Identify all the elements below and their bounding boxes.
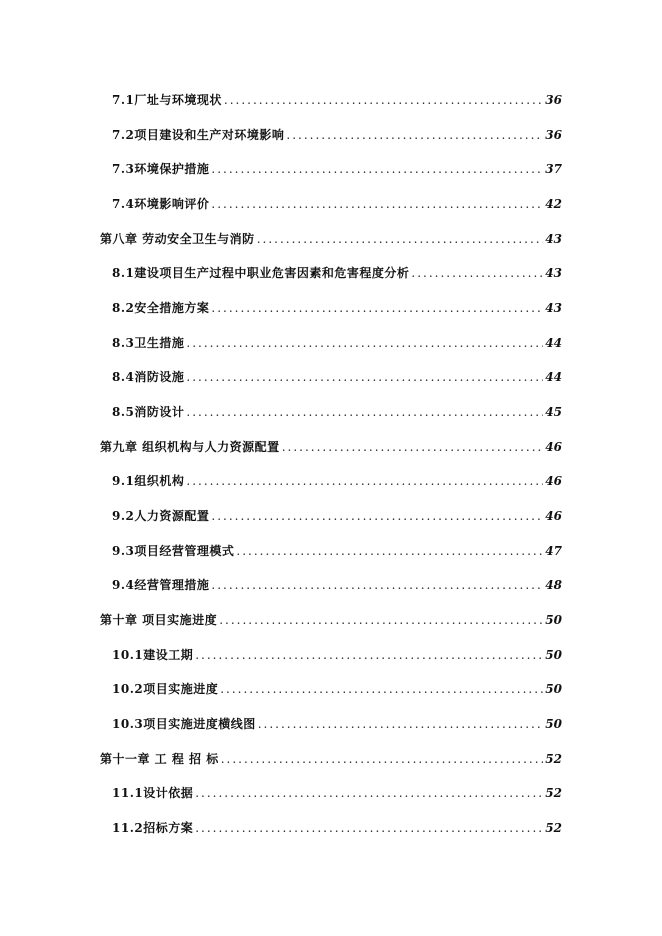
dot-leader <box>211 161 543 177</box>
toc-entry-9-4[interactable] <box>112 571 562 593</box>
dot-leader <box>186 335 543 351</box>
chapter-title: 第八章 劳动安全卫生与消防 <box>100 232 255 246</box>
entry-page-number: 46 <box>545 474 562 488</box>
dot-leader <box>236 543 543 559</box>
chapter-title: 第九章 组织机构与人力资源配置 <box>100 440 280 454</box>
toc-entry-7-3[interactable] <box>112 155 562 177</box>
toc-entry-7-1[interactable] <box>112 86 562 108</box>
entry-page-number: 37 <box>545 162 562 176</box>
entry-title: 11.2招标方案 <box>112 821 194 835</box>
entry-title: 9.3项目经营管理模式 <box>112 544 235 558</box>
entry-page-number: 46 <box>545 509 562 523</box>
toc-entry-8-3[interactable] <box>112 329 562 351</box>
entry-page-number: 44 <box>545 370 562 384</box>
dot-leader <box>219 612 543 628</box>
entry-title: 7.4环境影响评价 <box>112 197 210 211</box>
toc-entry-7-4[interactable] <box>112 190 562 212</box>
toc-entry-7-2[interactable] <box>112 121 562 143</box>
dot-leader <box>411 265 543 281</box>
toc-chapter-9[interactable] <box>100 433 562 455</box>
dot-leader <box>211 508 543 524</box>
entry-page-number: 50 <box>545 717 562 731</box>
entry-title: 8.3卫生措施 <box>112 336 185 350</box>
toc-entry-11-2[interactable] <box>112 814 562 836</box>
dot-leader <box>195 647 543 663</box>
toc-chapter-11[interactable] <box>100 745 562 767</box>
chapter-title: 第十一章 工 程 招 标 <box>100 752 219 766</box>
entry-page-number: 42 <box>545 197 562 211</box>
entry-title: 9.2人力资源配置 <box>112 509 210 523</box>
chapter-title: 第十章 项目实施进度 <box>100 613 218 627</box>
dot-leader <box>282 439 544 455</box>
toc-entry-8-2[interactable] <box>112 294 562 316</box>
entry-title: 7.1厂址与环境现状 <box>112 93 222 107</box>
dot-leader <box>186 473 543 489</box>
entry-page-number: 43 <box>545 301 562 315</box>
dot-leader <box>220 681 543 697</box>
toc-entry-11-1[interactable] <box>112 779 562 801</box>
entry-page-number: 46 <box>545 440 562 454</box>
toc-entry-9-1[interactable] <box>112 467 562 489</box>
entry-page-number: 36 <box>545 93 562 107</box>
entry-page-number: 47 <box>545 544 562 558</box>
entry-title: 8.4消防设施 <box>112 370 185 384</box>
entry-page-number: 52 <box>545 821 562 835</box>
dot-leader <box>286 127 543 143</box>
toc-entry-10-2[interactable] <box>112 675 562 697</box>
toc-entry-9-3[interactable] <box>112 537 562 559</box>
toc-chapter-10[interactable] <box>100 606 562 628</box>
entry-title: 8.1建设项目生产过程中职业危害因素和危害程度分析 <box>112 266 410 280</box>
toc-chapter-8[interactable] <box>100 225 562 247</box>
entry-title: 7.2项目建设和生产对环境影响 <box>112 128 285 142</box>
dot-leader <box>211 196 543 212</box>
entry-title: 8.2安全措施方案 <box>112 301 210 315</box>
dot-leader <box>211 300 543 316</box>
entry-page-number: 52 <box>545 752 562 766</box>
entry-page-number: 52 <box>545 786 562 800</box>
entry-title: 10.1建设工期 <box>112 648 194 662</box>
entry-title: 7.3环境保护措施 <box>112 162 210 176</box>
entry-title: 10.2项目实施进度 <box>112 682 219 696</box>
dot-leader <box>258 716 544 732</box>
entry-page-number: 44 <box>545 336 562 350</box>
dot-leader <box>211 577 543 593</box>
entry-page-number: 43 <box>545 266 562 280</box>
toc-entry-10-3[interactable] <box>112 710 562 732</box>
dot-leader <box>195 820 543 836</box>
toc-entry-8-1[interactable] <box>112 259 562 281</box>
toc-entry-8-5[interactable] <box>112 398 562 420</box>
dot-leader <box>224 92 543 108</box>
dot-leader <box>186 369 543 385</box>
entry-title: 11.1设计依据 <box>112 786 194 800</box>
entry-title: 9.4经营管理措施 <box>112 578 210 592</box>
entry-page-number: 48 <box>545 578 562 592</box>
toc-entry-8-4[interactable] <box>112 363 562 385</box>
dot-leader <box>195 785 543 801</box>
entry-page-number: 50 <box>545 613 562 627</box>
entry-page-number: 50 <box>545 648 562 662</box>
entry-page-number: 50 <box>545 682 562 696</box>
toc-entry-10-1[interactable] <box>112 641 562 663</box>
entry-page-number: 45 <box>545 405 562 419</box>
dot-leader <box>221 751 544 767</box>
entry-title: 8.5消防设计 <box>112 405 185 419</box>
dot-leader <box>257 231 544 247</box>
entry-title: 10.3项目实施进度横线图 <box>112 717 256 731</box>
entry-title: 9.1组织机构 <box>112 474 185 488</box>
dot-leader <box>186 404 543 420</box>
entry-page-number: 36 <box>545 128 562 142</box>
entry-page-number: 43 <box>545 232 562 246</box>
toc-entry-9-2[interactable] <box>112 502 562 524</box>
